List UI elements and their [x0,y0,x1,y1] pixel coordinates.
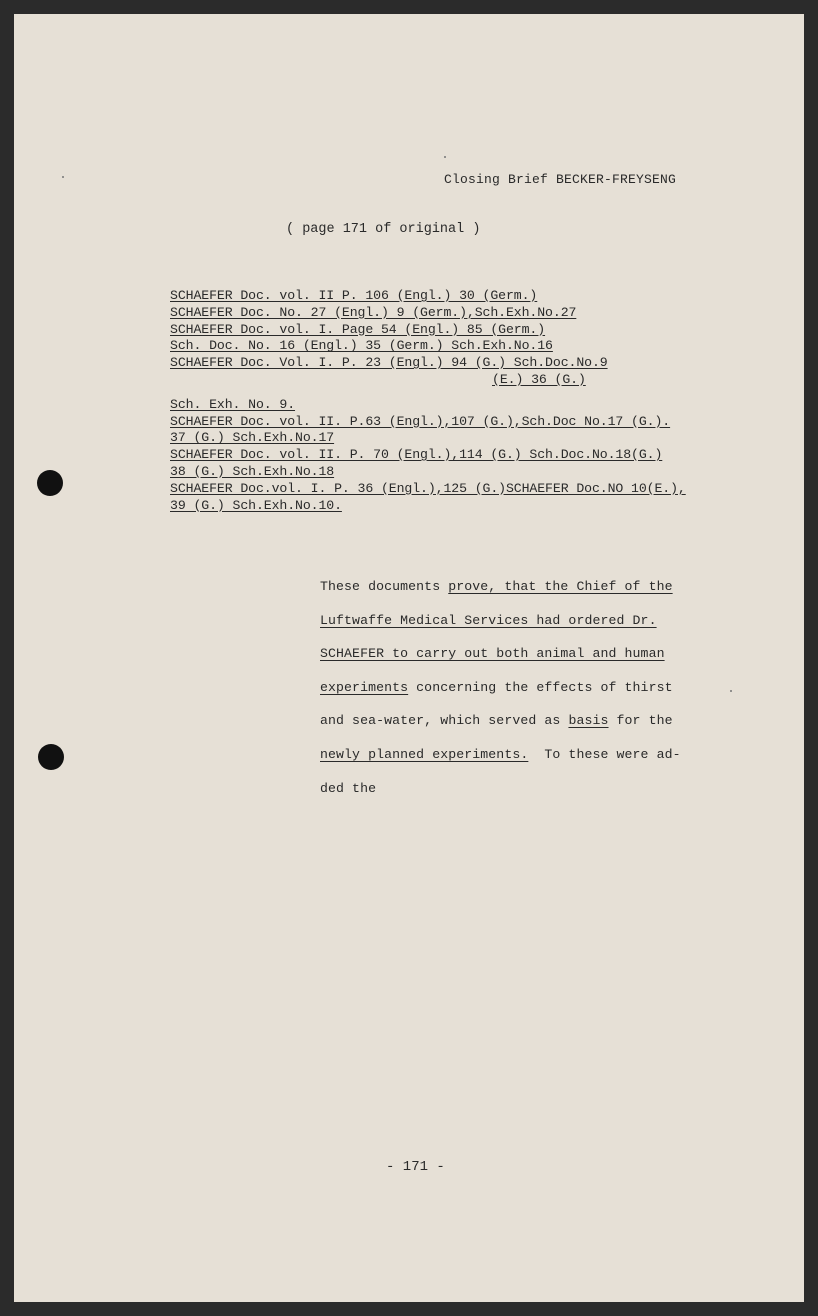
text-run: concerning the effects of thirst [408,679,673,695]
paragraph-line: ded the [320,780,377,796]
underlined-text: experiments [320,679,409,695]
reference-list [170,288,730,514]
reference-line: Sch. Doc. No. 16 (Engl.) 35 (Germ.) Sch.Exh.No.16 [170,338,553,354]
paper-speck [730,690,732,692]
punch-hole-lower [38,744,64,770]
reference-line: SCHAEFER Doc. vol. II. P. 70 (Engl.),114 (G.) Sch.Doc.No.18(G.) [170,447,663,463]
paragraph-line: Luftwaffe Medical Services had ordered Dr. [320,612,657,628]
reference-line: SCHAEFER Doc.vol. I. P. 36 (Engl.),125 (G.)SCHAEFER Doc.NO 10(E.), [170,480,686,496]
reference-line: 37 (G.) Sch.Exh.No.17 [170,430,335,446]
document-header: Closing Brief BECKER-FREYSENG [444,172,677,187]
text-run: and sea-water, which served as [320,713,569,729]
reference-line: SCHAEFER Doc. No. 27 (Engl.) 9 (Germ.),Sch.Exh.No.27 [170,304,577,320]
text-run: To these were ad- [528,746,681,762]
paragraph-line: SCHAEFER to carry out both animal and human [320,646,665,662]
text-run: for the [608,713,673,729]
paragraph-line [320,704,700,738]
reference-line: Sch. Exh. No. 9. [170,396,296,412]
paper-speck [62,176,64,178]
page-reference: ( page 171 of original ) [286,222,481,237]
paragraph-line [320,738,700,772]
paragraph-line [320,570,700,604]
reference-line: 38 (G.) Sch.Exh.No.18 [170,463,335,479]
punch-hole-upper [37,470,63,496]
reference-line: SCHAEFER Doc. vol. II P. 106 (Engl.) 30 (Germ.) [170,288,538,303]
paper-speck [444,156,446,158]
page-number: - 171 - [386,1159,445,1175]
document-page [14,14,804,1302]
text-run: These documents [320,579,449,594]
reference-line: 39 (G.) Sch.Exh.No.10. [170,497,342,513]
body-paragraph [320,570,700,805]
underlined-text: newly planned experiments. [320,746,529,762]
reference-line: SCHAEFER Doc. vol. II. P.63 (Engl.),107 (G.),Sch.Doc No.17 (G.). [170,413,671,429]
reference-line: SCHAEFER Doc. Vol. I. P. 23 (Engl.) 94 (G.) Sch.Doc.No.9 [170,355,608,371]
underlined-text: prove, that the Chief of the [448,579,673,594]
paragraph-line [320,671,700,705]
underlined-text: basis [568,713,609,729]
reference-line: SCHAEFER Doc. vol. I. Page 54 (Engl.) 85 (Germ.) [170,321,546,337]
reference-line: (E.) 36 (G.) [492,371,586,387]
